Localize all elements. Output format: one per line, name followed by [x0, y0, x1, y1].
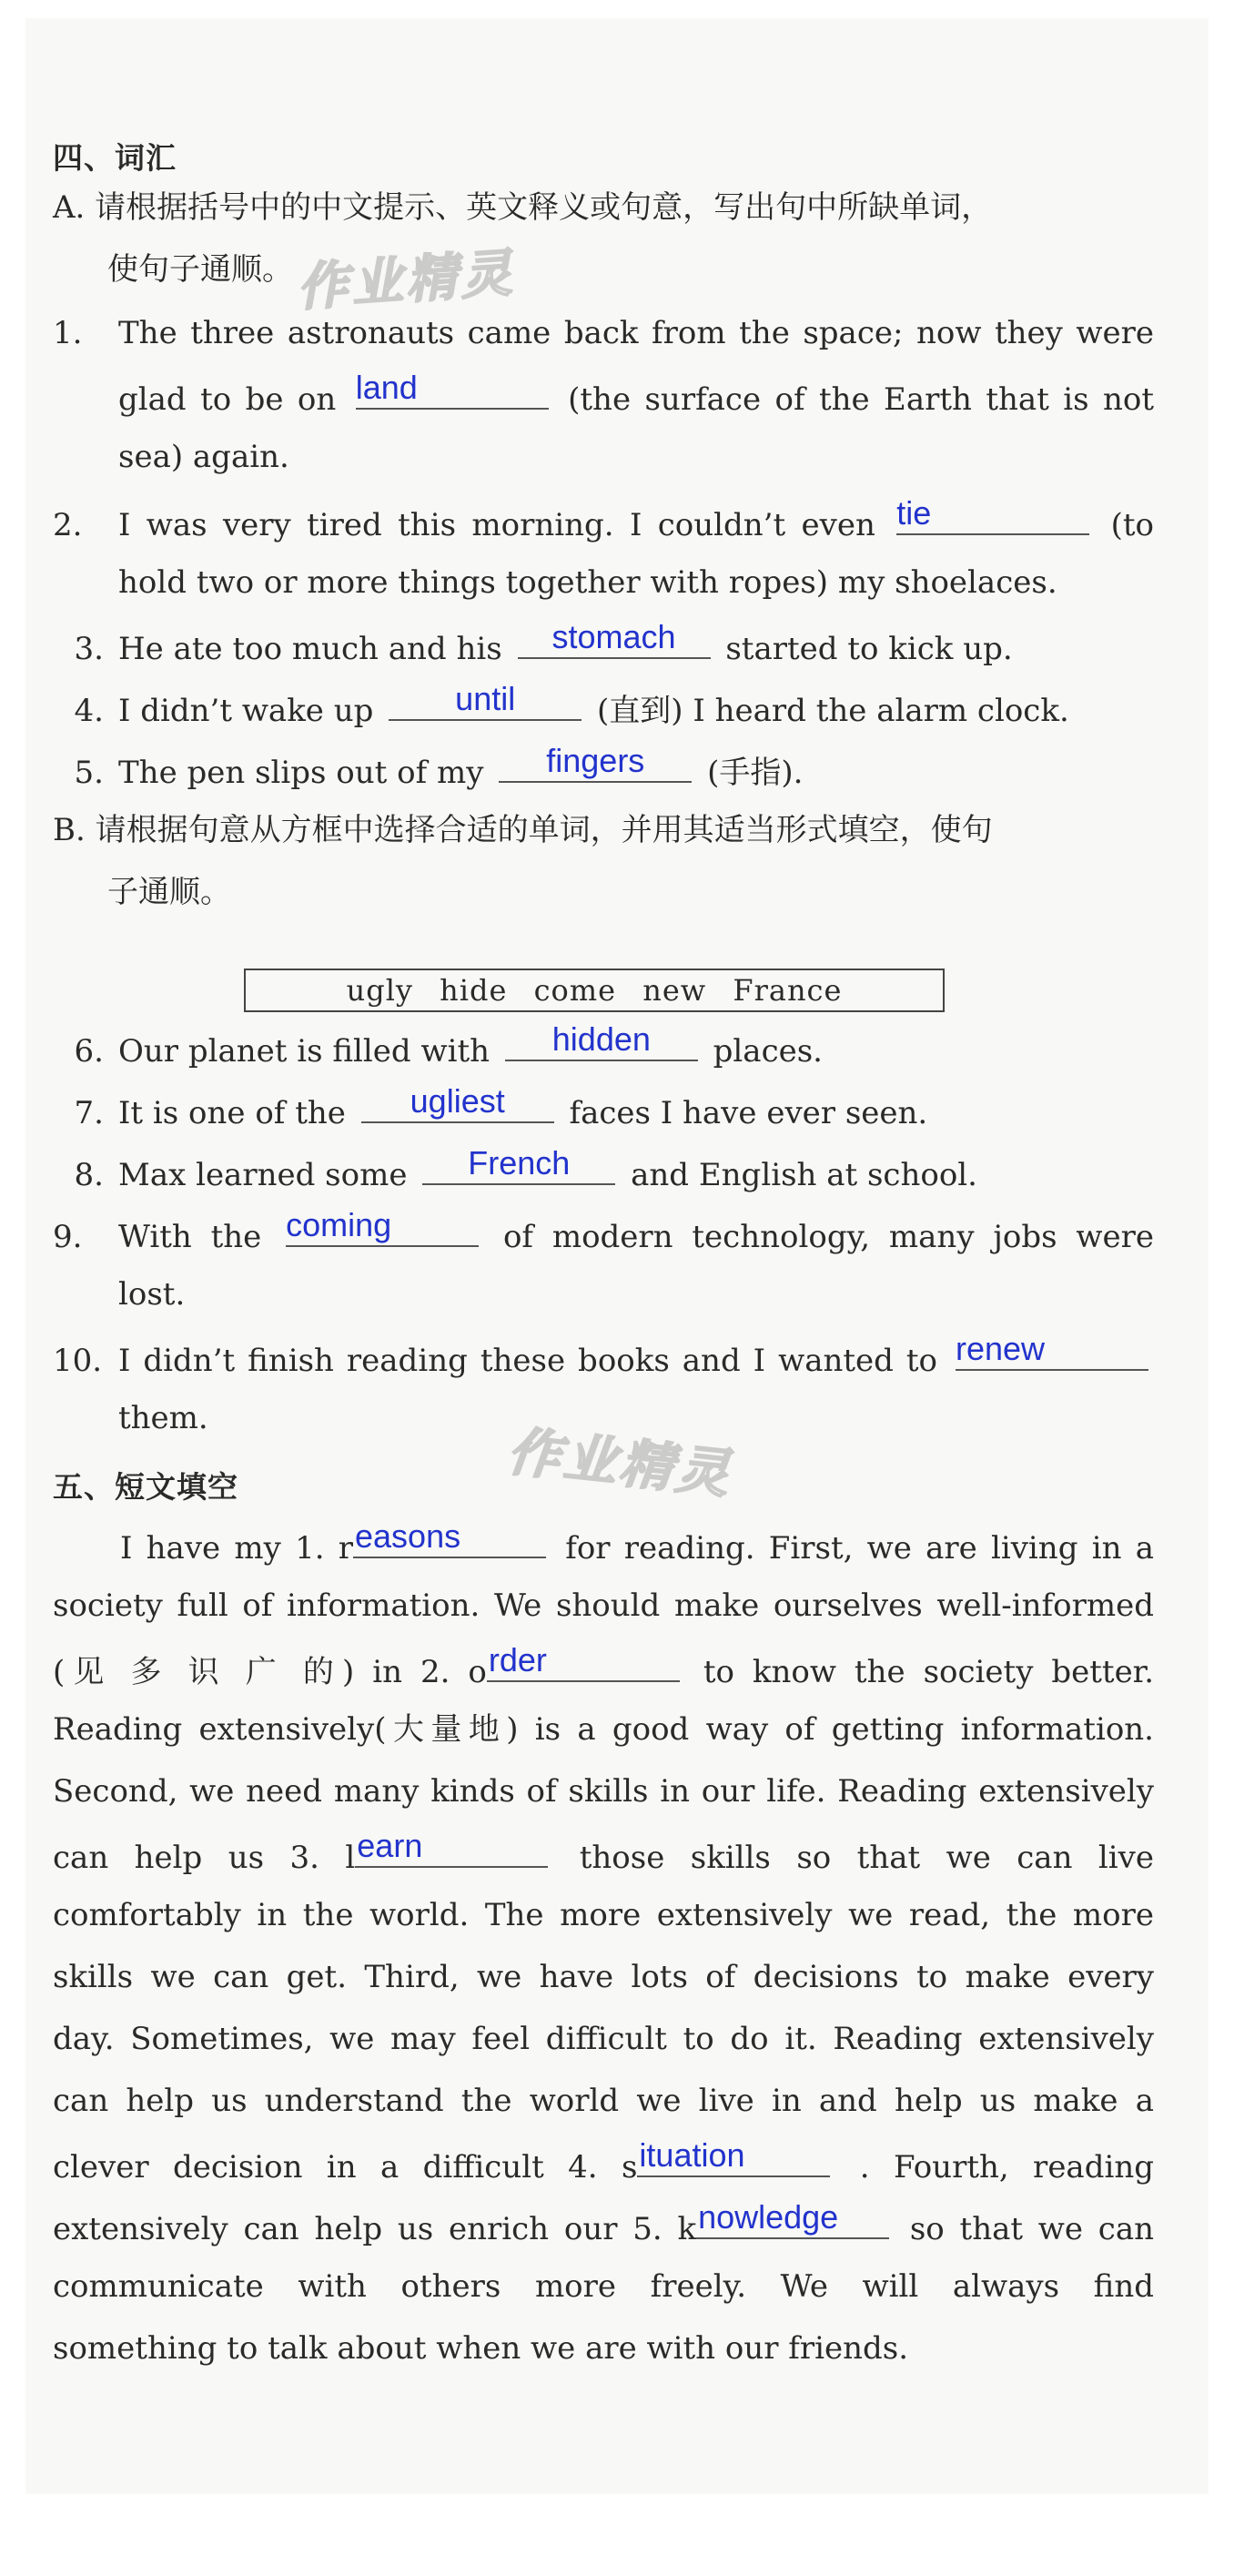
section-5-title: 五、短文填空: [53, 1469, 238, 1505]
passage-text: for reading. First, we are living in a: [565, 1530, 1154, 1567]
question-2-line1: [53, 494, 1154, 543]
answer-blank[interactable]: [696, 2198, 889, 2239]
question-text: Max learned some: [118, 1157, 408, 1193]
question-number: 10.: [53, 1343, 103, 1379]
handwritten-answer: until: [455, 680, 516, 717]
passage-text: can help us 3.: [53, 1840, 319, 1876]
question-text: (手指).: [707, 755, 804, 791]
answer-blank[interactable]: [361, 1082, 554, 1123]
question-4: [53, 680, 1154, 729]
question-text: (to: [1110, 507, 1154, 543]
passage-line-1: [120, 1517, 1154, 1567]
question-text: The pen slips out of my: [118, 755, 484, 791]
question-text: faces I have ever seen.: [569, 1095, 928, 1131]
passage-line-2: society full of information. We should make ourselves well-informed: [53, 1587, 1154, 1624]
passage-text: clever decision in a difficult 4.: [53, 2149, 598, 2186]
question-1-line1: [53, 315, 1154, 351]
passage-text: those skills so that we can live: [579, 1840, 1154, 1876]
passage-line-14: something to talk about when we are with our friends.: [53, 2330, 909, 2367]
handwritten-answer: nowledge: [698, 2198, 839, 2236]
handwritten-answer: fingers: [546, 742, 645, 779]
passage-line-8: skills we can get. Third, we have lots of decisions to make every: [53, 1959, 1154, 1995]
passage-text: extensively can help us enrich our 5.: [53, 2211, 663, 2247]
part-a-instruction-line2: 使句子通顺。: [107, 251, 293, 288]
passage-line-11: [53, 2136, 1155, 2186]
question-7: [53, 1082, 1154, 1131]
question-1-line2: [118, 369, 1155, 418]
question-1-line3: sea) again.: [118, 439, 289, 475]
handwritten-answer: French: [468, 1144, 571, 1182]
handwritten-answer: earn: [357, 1827, 423, 1864]
question-number: 7.: [74, 1095, 104, 1131]
handwritten-answer: easons: [355, 1517, 461, 1555]
question-text: of modern technology, many jobs were: [502, 1219, 1154, 1255]
question-text: I didn’t wake up: [118, 693, 374, 729]
answer-blank[interactable]: [505, 1020, 698, 1061]
passage-line-9: day. Sometimes, we may feel difficult to do it. Reading extensively: [53, 2021, 1154, 2057]
question-number: 1.: [53, 315, 83, 351]
part-b-instruction-line2: 子通顺。: [107, 874, 231, 910]
handwritten-answer: ugliest: [410, 1082, 505, 1120]
handwritten-answer: tie: [896, 494, 932, 532]
passage-line-13: communicate with others more freely. We will always find: [53, 2268, 1154, 2305]
handwritten-answer: hidden: [551, 1020, 651, 1058]
passage-line-7: comfortably in the world. The more extensively we read, the more: [53, 1897, 1154, 1933]
passage-text: so that we can: [909, 2211, 1155, 2247]
question-5: [53, 742, 1154, 791]
passage-text: . Fourth, reading: [859, 2149, 1155, 2186]
question-number: 9.: [53, 1219, 83, 1255]
first-letter-hint: r: [338, 1530, 354, 1567]
passage-text: (见 多 识 广 的) in 2.: [53, 1654, 450, 1690]
question-text: places.: [713, 1033, 823, 1070]
passage-line-10: can help us understand the world we live in and help us make a: [53, 2083, 1154, 2119]
watermark-top: 作业精灵: [295, 243, 518, 319]
worksheet-page: [25, 18, 1209, 2494]
answer-blank[interactable]: [355, 369, 549, 410]
answer-blank[interactable]: [422, 1144, 615, 1185]
question-9-line2: lost.: [118, 1276, 186, 1313]
question-text: He ate too much and his: [118, 631, 502, 667]
question-text: I didn’t finish reading these books and I wanted to: [118, 1343, 938, 1379]
question-text: (直到) I heard the alarm clock.: [597, 693, 1069, 729]
question-text: Our planet is filled with: [118, 1033, 491, 1070]
handwritten-answer: land: [355, 369, 418, 406]
question-text: glad to be on: [118, 381, 337, 418]
question-text: started to kick up.: [725, 631, 1013, 667]
watermark-middle: 作业精灵: [504, 1420, 736, 1506]
answer-blank[interactable]: [353, 1517, 546, 1558]
question-10-line2: them.: [118, 1400, 208, 1436]
answer-blank[interactable]: [389, 680, 582, 721]
first-letter-hint: o: [468, 1654, 487, 1690]
question-text: and English at school.: [631, 1157, 977, 1193]
first-letter-hint: s: [621, 2149, 638, 2186]
question-text: The three astronauts came back from the space; now they were: [118, 315, 1154, 351]
answer-blank[interactable]: [956, 1330, 1148, 1371]
question-8: [53, 1144, 1154, 1193]
passage-line-3: [53, 1641, 1155, 1690]
handwritten-answer: coming: [286, 1206, 392, 1243]
passage-line-6: [53, 1827, 1154, 1876]
first-letter-hint: l: [345, 1840, 356, 1876]
question-number: 2.: [53, 507, 83, 543]
question-text: I was very tired this morning. I couldn’t even: [118, 507, 875, 543]
answer-blank[interactable]: [518, 618, 711, 659]
answer-blank[interactable]: [637, 2136, 830, 2177]
part-a-instruction-line1: A. 请根据括号中的中文提示、英文释义或句意，写出句中所缺单词，: [53, 189, 993, 226]
question-text: (the surface of the Earth that is not: [568, 381, 1155, 418]
question-number: 6.: [74, 1033, 104, 1070]
answer-blank[interactable]: [286, 1206, 479, 1247]
handwritten-answer: rder: [488, 1641, 547, 1678]
passage-line-5: Second, we need many kinds of skills in our life. Reading extensively: [53, 1773, 1154, 1810]
answer-blank[interactable]: [355, 1827, 548, 1868]
handwritten-answer: renew: [956, 1330, 1046, 1367]
question-10-line1: [53, 1330, 1154, 1379]
question-3: [53, 618, 1154, 667]
question-number: 3.: [74, 631, 104, 667]
question-number: 4.: [74, 693, 104, 729]
word-bank-box: ugly hide come new France: [244, 969, 945, 1012]
passage-text: to know the society better.: [703, 1654, 1155, 1690]
handwritten-answer: stomach: [551, 618, 676, 655]
first-letter-hint: k: [677, 2211, 697, 2247]
question-2-line2: hold two or more things together with ropes) my shoelaces.: [118, 564, 1057, 601]
question-number: 8.: [74, 1157, 104, 1193]
answer-blank[interactable]: [499, 742, 692, 783]
question-6: [53, 1020, 1154, 1070]
question-text: With the: [118, 1219, 262, 1255]
question-number: 5.: [74, 755, 104, 791]
passage-line-12: [53, 2198, 1155, 2247]
answer-blank[interactable]: [487, 1641, 680, 1682]
answer-blank[interactable]: [896, 494, 1089, 535]
part-b-instruction-line1: B. 请根据句意从方框中选择合适的单词，并用其适当形式填空，使句: [53, 812, 993, 848]
passage-text: I have my 1.: [120, 1530, 325, 1567]
passage-line-4: Reading extensively(大量地) is a good way of getting information.: [53, 1711, 1154, 1748]
handwritten-answer: ituation: [639, 2136, 745, 2174]
question-text: It is one of the: [118, 1095, 346, 1131]
section-4-title: 四、词汇: [53, 140, 177, 176]
question-9-line1: [53, 1206, 1154, 1255]
